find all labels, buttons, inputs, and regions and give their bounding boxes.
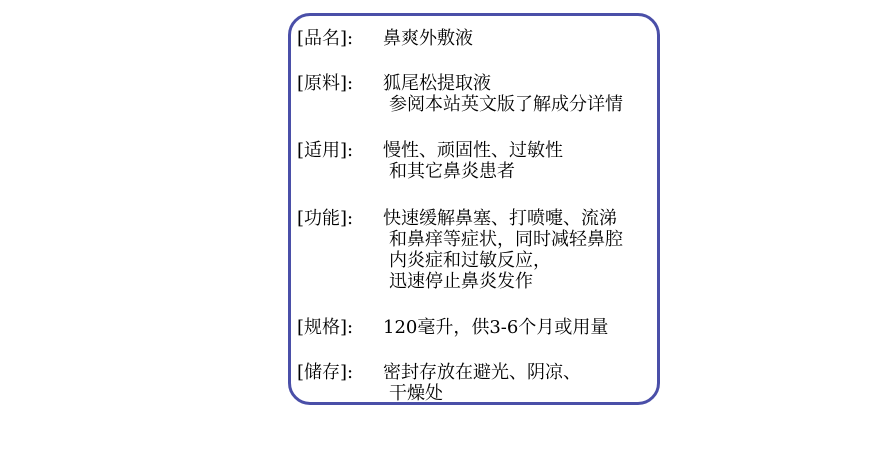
entry-line: 参阅本站英文版了解成分详情 <box>389 94 623 115</box>
entry-value <box>383 208 623 292</box>
entry-specification <box>297 317 608 338</box>
entry-line: 慢性、顽固性、过敏性 <box>383 140 563 161</box>
entry-value <box>383 317 608 338</box>
entry-label: [储存]: <box>297 362 354 383</box>
entry-value <box>383 73 623 115</box>
entry-indications <box>297 140 563 182</box>
entry-product-name <box>297 28 473 49</box>
entry-line: 和其它鼻炎患者 <box>389 161 515 182</box>
product-info-card <box>288 13 660 405</box>
entry-value <box>383 28 473 49</box>
entry-label: [适用]: <box>297 140 354 161</box>
entry-line: 内炎症和过敏反应， <box>389 250 551 271</box>
entry-line: 和鼻痒等症状，同时减轻鼻腔 <box>389 229 623 250</box>
entry-line: 狐尾松提取液 <box>383 73 491 94</box>
entry-label: [品名]: <box>297 28 354 49</box>
entry-value <box>383 362 581 404</box>
entry-line: 鼻爽外敷液 <box>383 28 473 49</box>
entry-line: 迅速停止鼻炎发作 <box>389 271 533 292</box>
entry-label: [原料]: <box>297 73 354 94</box>
entry-line: 干燥处 <box>389 383 443 404</box>
entry-line: 120毫升，供3-6个月或用量 <box>383 317 609 338</box>
entry-functions <box>297 208 623 292</box>
entry-storage <box>297 362 581 404</box>
entry-line: 快速缓解鼻塞、打喷嚏、流涕 <box>383 208 617 229</box>
entry-line: 密封存放在避光、阴凉、 <box>383 362 581 383</box>
entry-value <box>383 140 563 182</box>
entry-label: [规格]: <box>297 317 354 338</box>
entry-ingredients <box>297 73 623 115</box>
entry-label: [功能]: <box>297 208 354 229</box>
